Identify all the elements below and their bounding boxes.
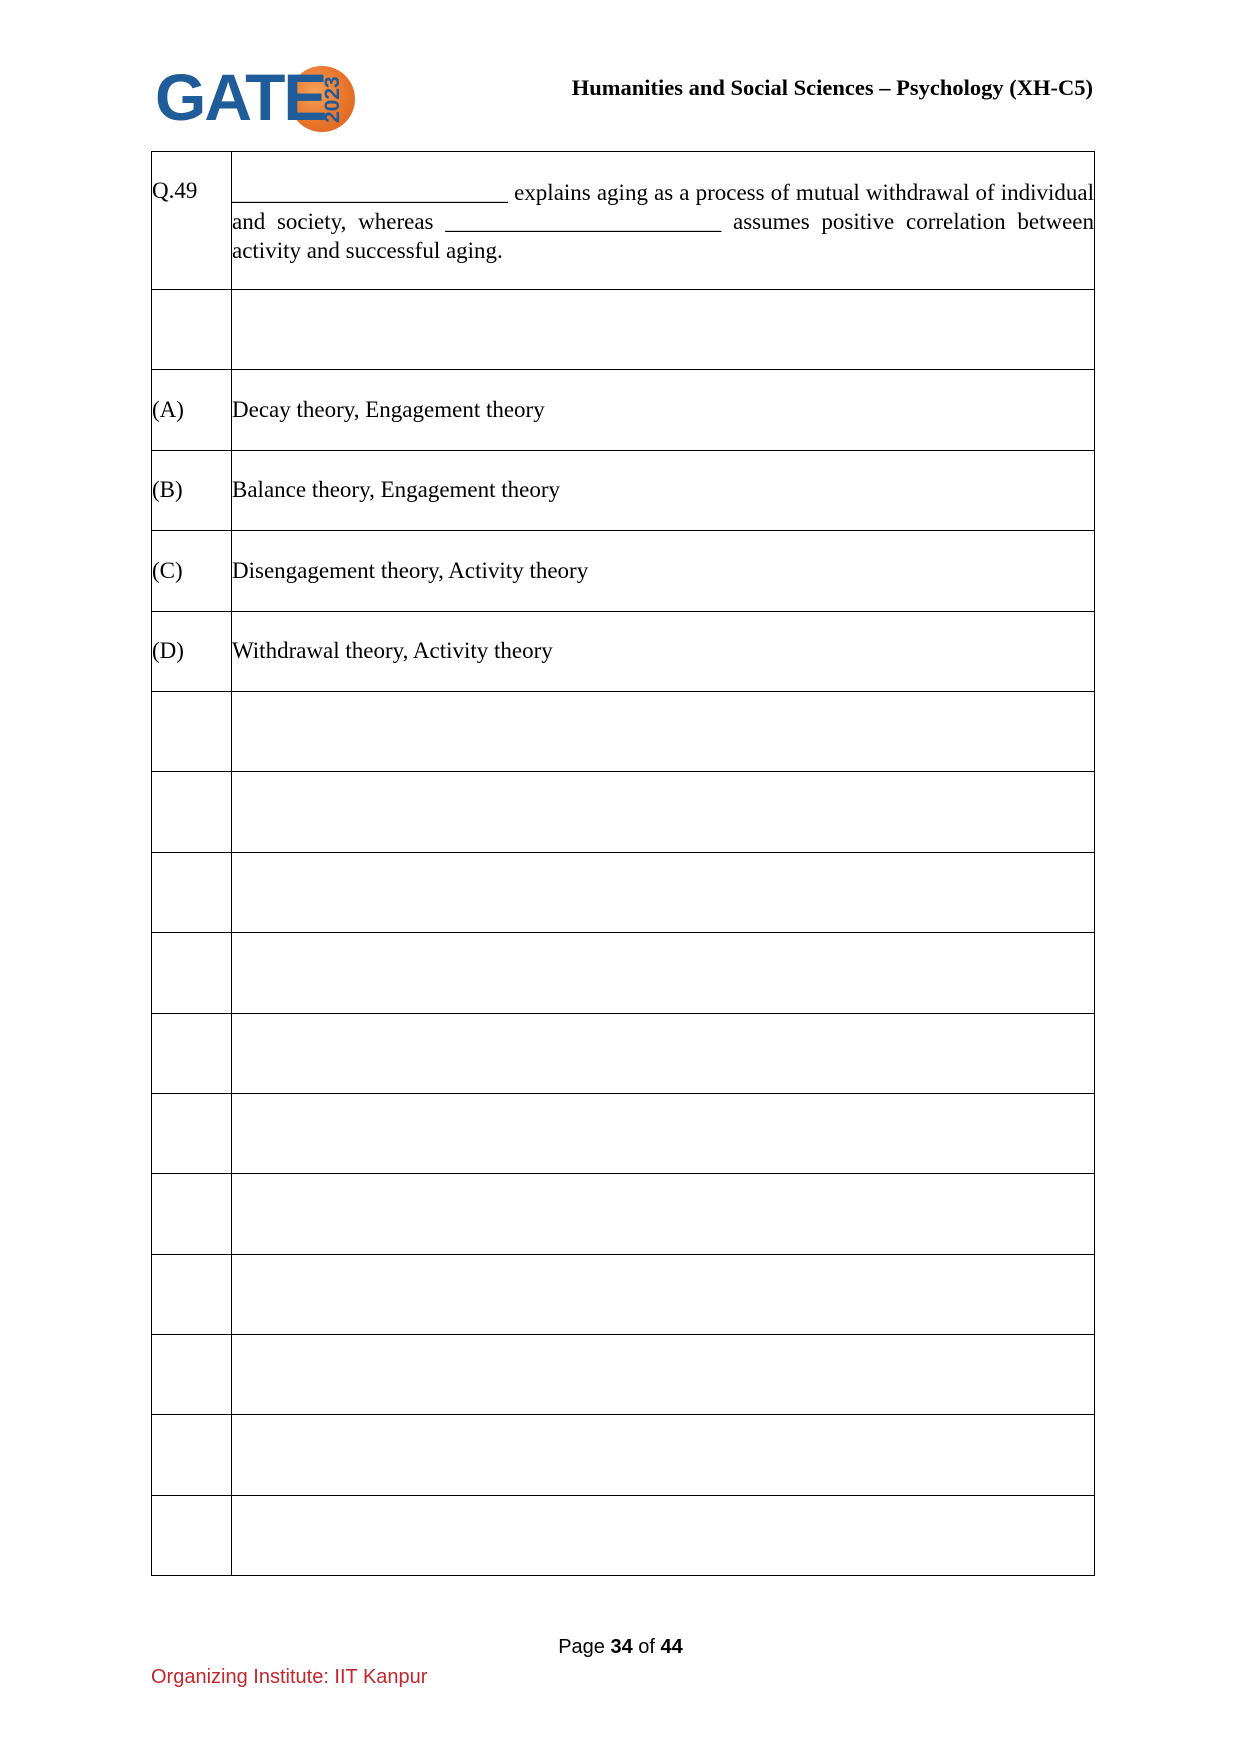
option-row-b [152, 450, 1095, 530]
option-label: (A) [152, 370, 232, 450]
blank-row [152, 1254, 1095, 1334]
question-row [152, 152, 1095, 290]
blank-row [152, 691, 1095, 771]
blank-row [152, 1495, 1095, 1575]
page-title: Humanities and Social Sciences – Psychology (XH-C5) [571, 75, 1093, 100]
blank-row [152, 1415, 1095, 1495]
option-label: (C) [152, 531, 232, 611]
blank-row [152, 852, 1095, 932]
option-row-d [152, 611, 1095, 691]
blank-row [152, 1174, 1095, 1254]
blank-row [152, 772, 1095, 852]
gate-logo [155, 60, 355, 140]
option-row-a [152, 370, 1095, 450]
option-text: Decay theory, Engagement theory [232, 370, 1095, 450]
logo-text: GATE [155, 60, 326, 134]
option-label: (B) [152, 450, 232, 530]
blank-row [152, 290, 1095, 370]
logo-year: 2023 [321, 76, 344, 124]
question-text: ________________________ explains aging as a process of mutual withdrawal of individual and society, whereas ________________________ assumes positive correlation between activity and successful aging. [232, 152, 1095, 290]
option-row-c [152, 531, 1095, 611]
option-label: (D) [152, 611, 232, 691]
blank-row [152, 1093, 1095, 1173]
option-text: Withdrawal theory, Activity theory [232, 611, 1095, 691]
option-text: Balance theory, Engagement theory [232, 450, 1095, 530]
blank-row [152, 1013, 1095, 1093]
organizing-institute: Organizing Institute: IIT Kanpur [151, 1666, 428, 1688]
blank-row [152, 1335, 1095, 1415]
question-table [151, 151, 1095, 1576]
option-text: Disengagement theory, Activity theory [232, 531, 1095, 611]
blank-row [152, 933, 1095, 1013]
page-number: Page 34 of 44 [558, 1636, 683, 1658]
question-number: Q.49 [152, 152, 232, 290]
